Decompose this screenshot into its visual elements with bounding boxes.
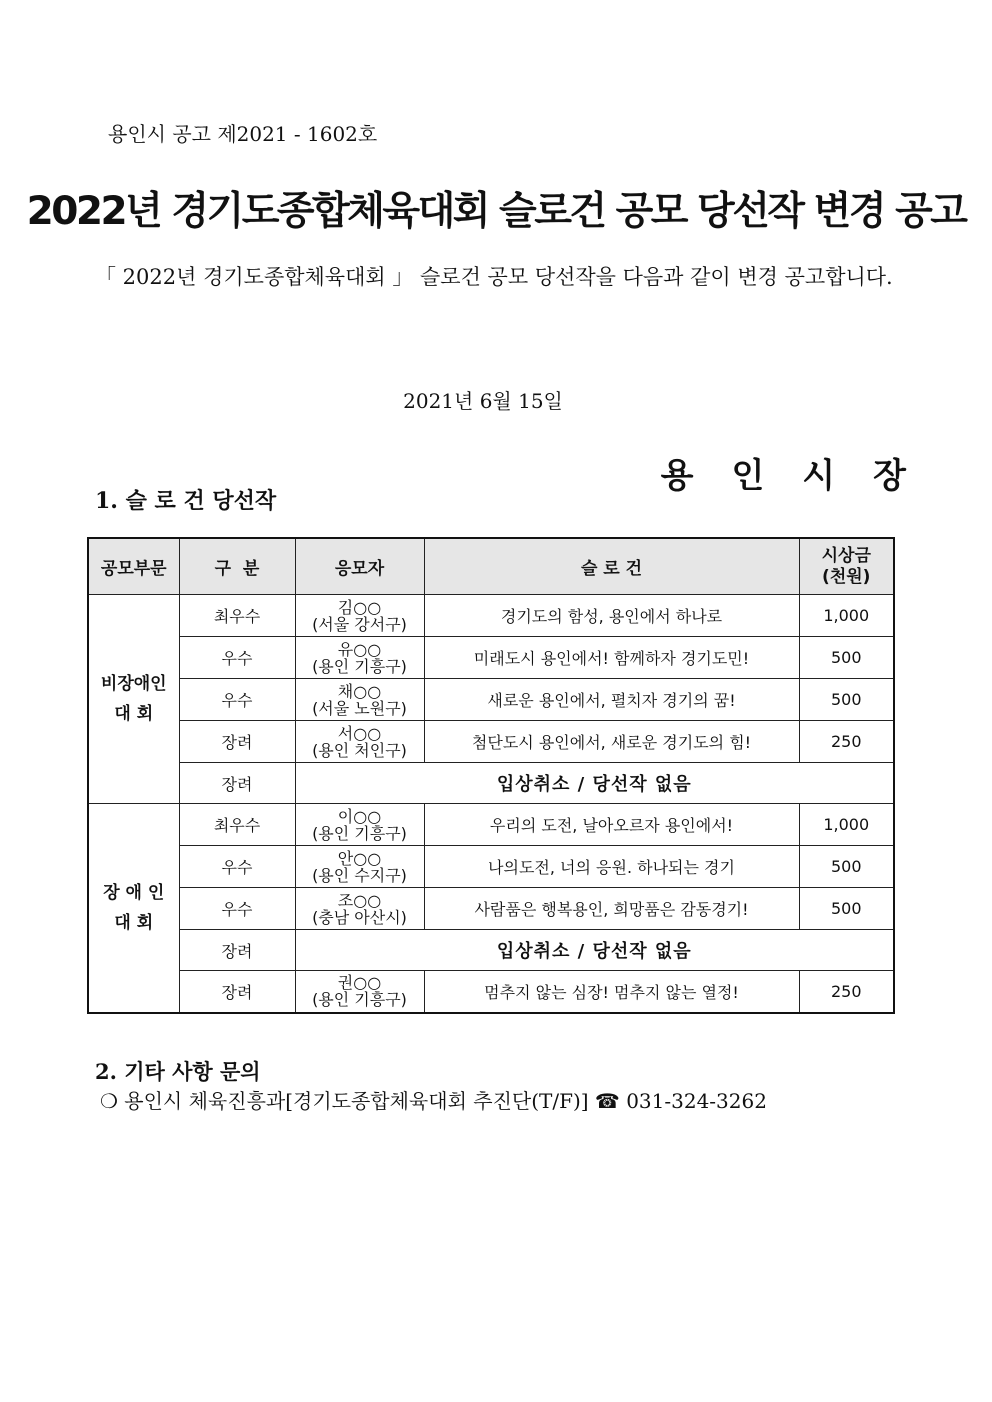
section1-heading: 1. 슬 로 건 당선작 <box>95 488 277 514</box>
applicant-cell: 김○○ (서울 강서구) <box>295 595 424 637</box>
table-row <box>88 804 894 846</box>
table-row <box>88 888 894 930</box>
table-row <box>88 763 894 804</box>
prize-cell: 1,000 <box>799 804 894 846</box>
column-header-division: 공모부문 <box>88 538 179 595</box>
column-header-slogan: 슬 로 건 <box>424 538 799 595</box>
section2-heading: 2. 기타 사항 문의 <box>95 1059 261 1084</box>
prize-cell: 250 <box>799 971 894 1013</box>
signer: 용인시장 <box>660 456 944 496</box>
applicant-cell: 채○○ (서울 노원구) <box>295 679 424 721</box>
cancelled-cell: 입상취소 / 당선작 없음 <box>295 930 894 971</box>
contact-info: ❍ 용인시 체육진흥과[경기도종합체육대회 추진단(T/F)] ☎ 031-324-3262 <box>100 1089 767 1113</box>
prize-cell: 500 <box>799 846 894 888</box>
table-row <box>88 679 894 721</box>
slogan-cell: 우리의 도전, 날아오르자 용인에서! <box>424 804 799 846</box>
slogan-cell: 미래도시 용인에서! 함께하자 경기도민! <box>424 637 799 679</box>
grade-cell: 장려 <box>179 763 295 804</box>
slogan-cell: 사람품은 행복용인, 희망품은 감동경기! <box>424 888 799 930</box>
applicant-cell: 안○○ (용인 수지구) <box>295 846 424 888</box>
grade-cell: 우수 <box>179 846 295 888</box>
grade-cell: 우수 <box>179 637 295 679</box>
table-row <box>88 721 894 763</box>
table-row <box>88 595 894 637</box>
cancelled-cell: 입상취소 / 당선작 없음 <box>295 763 894 804</box>
prize-cell: 500 <box>799 637 894 679</box>
grade-cell: 최우수 <box>179 804 295 846</box>
slogan-cell: 멈추지 않는 심장! 멈추지 않는 열정! <box>424 971 799 1013</box>
slogan-cell: 나의도전, 너의 응원. 하나되는 경기 <box>424 846 799 888</box>
grade-cell: 최우수 <box>179 595 295 637</box>
grade-cell: 우수 <box>179 679 295 721</box>
table-row <box>88 637 894 679</box>
column-header-applicant: 응모자 <box>295 538 424 595</box>
grade-cell: 장려 <box>179 971 295 1013</box>
applicant-cell: 권○○ (용인 기흥구) <box>295 971 424 1013</box>
document-title: 2022년 경기도종합체육대회 슬로건 공모 당선작 변경 공고 <box>26 189 966 234</box>
column-header-prize: 시상금 (천원) <box>799 538 894 595</box>
table-row <box>88 930 894 971</box>
prize-cell: 250 <box>799 721 894 763</box>
grade-cell: 우수 <box>179 888 295 930</box>
prize-cell: 500 <box>799 888 894 930</box>
slogan-cell: 새로운 용인에서, 펼치자 경기의 꿈! <box>424 679 799 721</box>
table-row <box>88 846 894 888</box>
division-cell: 장 애 인 대 회 <box>88 804 179 1013</box>
prize-cell: 1,000 <box>799 595 894 637</box>
applicant-cell: 조○○ (충남 아산시) <box>295 888 424 930</box>
grade-cell: 장려 <box>179 721 295 763</box>
column-header-grade: 구 분 <box>179 538 295 595</box>
intro-paragraph: 「 2022년 경기도종합체육대회 」 슬로건 공모 당선작을 다음과 같이 변경 공고합니다. <box>95 265 893 289</box>
winners-table <box>87 537 895 1014</box>
applicant-cell: 유○○ (용인 기흥구) <box>295 637 424 679</box>
applicant-cell: 이○○ (용인 기흥구) <box>295 804 424 846</box>
applicant-cell: 서○○ (용인 처인구) <box>295 721 424 763</box>
slogan-cell: 첨단도시 용인에서, 새로운 경기도의 힘! <box>424 721 799 763</box>
prize-cell: 500 <box>799 679 894 721</box>
table-row <box>88 971 894 1013</box>
table-header-row <box>88 538 894 595</box>
notice-number: 용인시 공고 제2021 - 1602호 <box>108 122 378 146</box>
slogan-cell: 경기도의 함성, 용인에서 하나로 <box>424 595 799 637</box>
notice-date: 2021년 6월 15일 <box>403 389 563 413</box>
grade-cell: 장려 <box>179 930 295 971</box>
division-cell: 비장애인 대 회 <box>88 595 179 804</box>
